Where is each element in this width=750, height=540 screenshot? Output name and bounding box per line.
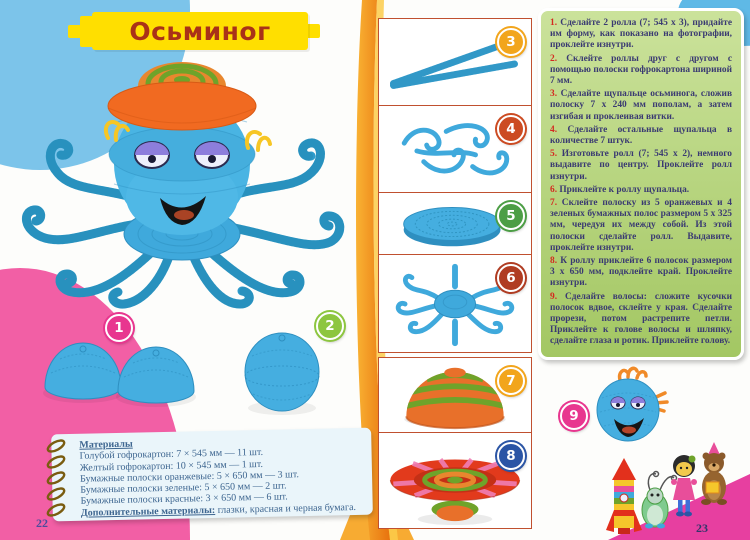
step-badge-7 [497,367,525,395]
instruction-step-number: 6. [550,184,558,195]
badge-number: 9 [569,408,579,424]
instruction-step-text: Склейте полоску из 5 оранжевых и 4 зеленых бумажных полос размером 5 х 325 мм, чередуя их между собой. Из этой полоски сделайте ролл. Выдавите, проклейте изнутри. [550,198,732,253]
instruction-step-number: 7. [550,198,558,209]
step-badge-8 [497,442,525,470]
page-title: Осьминог [129,16,271,46]
instruction-step-number: 2. [550,53,558,64]
step-box-7 [378,357,532,433]
octopus-photo-illustration [12,52,357,312]
craft-toys-illustration [600,440,750,540]
step-badge-6 [497,264,525,292]
instruction-step-number: 8. [550,256,558,267]
instruction-step-text: К роллу приклейте 6 полосок размером 3 х 650 мм, подклейте край. Проклейте изнутри. [550,256,732,289]
instruction-step [550,54,732,88]
instruction-step-text: Сделайте волосы: сложите кусочки полосок вдвое, склейте у края. Сделайте прорези, потом растрепите петли. Приклейте к голове волосы и шляпку, сделайте глаза и ротик. Приклейте голову. [550,291,732,347]
materials-item: Бумажные полоски оранжевые: 5 × 650 мм — 3 шт. [79,469,300,485]
instruction-step-text: Склейте роллы друг с другом с помощью полоски гофрокартона шириной 7 мм. [550,53,733,87]
step-box-5 [378,192,532,255]
spiral-binding [44,438,68,518]
materials-item: Бумажные полоски красные: 3 × 650 мм — 6 шт. [80,491,288,508]
instruction-step-text: Изготовьте ролл (7; 545 х 2), немного выдавите по центру. Проклейте ролл изнутри. [550,149,732,182]
badge-number: 6 [506,270,516,286]
step-badge-4 [497,115,525,143]
instruction-step [550,125,732,147]
instruction-step [550,198,732,254]
instruction-step [550,89,732,123]
materials-extra-text: глазки, красная и черная бумага. [215,501,357,516]
step-9-head-illustration [590,362,670,447]
step-badge-2 [316,312,344,340]
materials-extra-label: Дополнительные материалы: [80,504,216,519]
materials-card [51,428,373,522]
step-badge-3 [497,28,525,56]
instruction-step-number: 5. [550,149,558,160]
instruction-step [550,149,732,183]
page-number-left: 22 [36,516,48,530]
instruction-step-text: Приклейте к роллу щупальца. [559,184,690,195]
instruction-step [550,18,732,52]
materials-heading: Материалы [79,438,133,451]
instruction-step-number: 9. [550,291,558,302]
step-badge-5 [497,202,525,230]
badge-number: 5 [506,208,516,224]
materials-item: Голубой гофрокартон: 7 × 545 мм — 11 шт. [79,447,264,463]
badge-number: 8 [506,448,516,464]
rocket-toy [606,458,642,534]
badge-number: 3 [506,34,516,50]
materials-item: Желтый гофрокартон: 10 × 545 мм — 1 шт. [79,458,264,474]
badge-number: 7 [506,373,516,389]
badge-number: 2 [325,318,335,334]
materials-item: Бумажные полоски зеленые: 5 × 650 мм — 2 шт. [80,480,287,496]
bear-toy [701,442,727,505]
step-2-sphere-illustration [233,328,331,416]
page-title-banner [92,12,308,50]
page-number-right: 23 [696,521,708,535]
badge-number: 4 [506,121,516,137]
instruction-step-number: 3. [550,89,558,100]
instruction-step [550,292,732,348]
instruction-step-text: Сделайте 2 ролла (7; 545 х 3), придайте им форму, как показано на фотографии, проклейте изнутри. [550,18,732,51]
step-box-4 [378,105,532,193]
instruction-step-text: Сделайте остальные щупальца в количестве 7 штук. [550,124,733,147]
step-box-3 [378,18,532,106]
step-box-6 [378,254,532,353]
instruction-step [550,185,732,196]
instruction-step-number: 4. [550,124,558,135]
instruction-step [550,256,732,290]
badge-number: 1 [114,320,124,336]
step-badge-9 [560,402,588,430]
instruction-step-text: Сделайте щупальце осьминога, сложив полоску 7 х 240 мм пополам, а затем изгибая и проклеивая витки. [550,89,733,122]
step-badge-1 [105,314,133,342]
step-box-8 [378,432,532,529]
instruction-step-number: 1. [550,18,558,28]
instructions-panel [538,8,744,360]
